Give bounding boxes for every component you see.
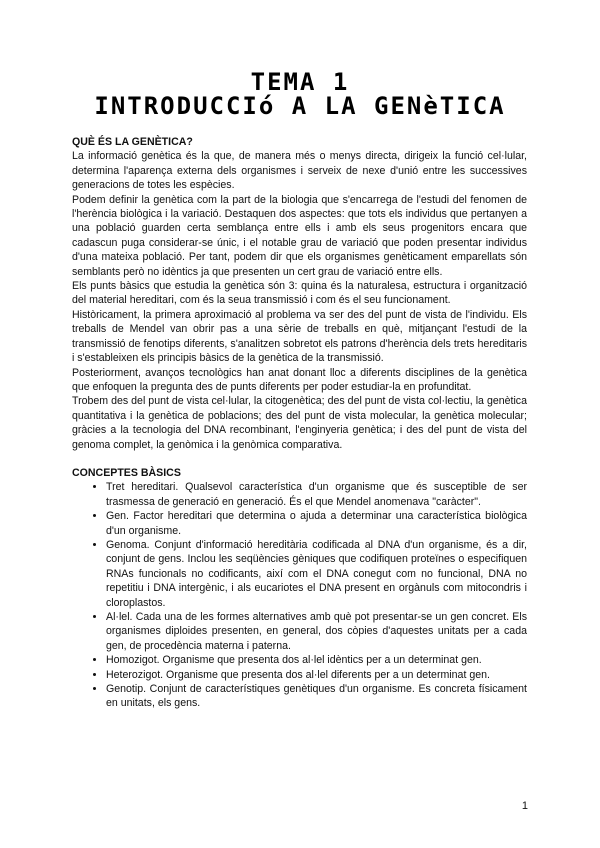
- title-line-1: TEMA 1: [250, 68, 350, 96]
- page-number: 1: [521, 800, 528, 812]
- list-item: • Genotip. Conjunt de característiques genètiques d'un organisme. Es concreta físicament en unitats, els gens.: [106, 682, 527, 711]
- paragraph: Posteriorment, avanços tecnològics han anat donant lloc a diferents disciplines de la genètica que enfoquen la pregunta des de punts diferents per poder estudiar-la en profunditat.: [72, 366, 527, 393]
- concepts-list: [72, 480, 527, 711]
- section-heading-que-es: QUÈ ÉS LA GENÈTICA?: [72, 136, 193, 148]
- paragraph: Podem definir la genètica com la part de la biologia que s'encarrega de l'estudi del fenomen de l'herència biològica i la variació. Destaquen dos aspectes: que tots els individus que pertanyen a una població guarden certa semblança entre ells i amb els seus progenitors encara que cadascun puga considerar-se únic, i el notable grau de variació que poden presentar individus d'una mateixa població. Per tant, podem dir que els organismes genèticament emparellats són semblants però no idèntics ja que presenten un cert grau de variació entre ells.: [72, 193, 527, 278]
- section-spacer: [72, 452, 527, 466]
- list-item: • Genoma. Conjunt d'informació hereditària codificada al DNA d'un organisme, és a dir, conjunt de gens. Inclou les seqüències gèniques que codifiquen proteïnes o especifiquen RNAs funcionals no codificants, així com el DNA conegut com no funcional, DNA no repetitiu i DNA intergènic, i als eucariotes el DNA present en orgànuls com mitocondris i cloroplastos.: [106, 538, 527, 610]
- paragraph: Trobem des del punt de vista cel·lular, la citogenètica; des del punt de vista col·lectiu, la genètica quantitativa i la genètica de poblacions; des del punt de vista molecular, la genètica molecular; gràcies a la tecnologia del DNA recombinant, l'enginyeria genètica; i des del punt de vista del genoma complet, la genòmica i la genòmica comparativa.: [72, 395, 527, 451]
- paragraph: Històricament, la primera aproximació al problema va ser des del punt de vista de l'individu. Els treballs de Mendel van obrir pas a una sèrie de treballs en què, mitjançant l'estudi de la transmissió de fenotips diferents, s'analitzen sobretot els patrons d'herència dels trets hereditaris i s'estableixen els principis bàsics de la genètica de la transmissió.: [72, 308, 527, 365]
- document-body: [72, 135, 527, 711]
- list-item: • Al·lel. Cada una de les formes alternatives amb què pot presentar-se un gen concret. Els organismes diploides presenten, en general, dos còpies d'aquestes unitats per a cada gen, de procedència materna i paterna.: [106, 610, 527, 653]
- list-item: • Gen. Factor hereditari que determina o ajuda a determinar una característica biològica d'un organisme.: [106, 509, 527, 538]
- list-item: • Tret hereditari. Qualsevol característica d'un organisme que és susceptible de ser trasmessa de generació en generació. És el que Mendel anomenava "caràcter".: [106, 480, 527, 509]
- section-heading-conceptes: CONCEPTES BÀSICS: [72, 466, 181, 479]
- paragraph: Els punts bàsics que estudia la genètica són 3: quina és la naturalesa, estructura i organització del material hereditari, com és la seua transmissió i com és el seu funcionament.: [72, 280, 527, 307]
- title-line-2: INTRODUCCIó A LA GENèTICA: [94, 92, 506, 120]
- list-item: • Homozigot. Organisme que presenta dos al·lel idèntics per a un determinat gen.: [106, 653, 527, 667]
- list-item: • Heterozigot. Organisme que presenta dos al·lel diferents per a un determinat gen.: [106, 668, 527, 682]
- paragraph: La informació genètica és la que, de manera més o menys directa, dirigeix la funció cel·lular, determina l'aparença externa dels organismes i serveix de nexe d'unió entre les successives generacions de totes les espècies.: [72, 150, 527, 192]
